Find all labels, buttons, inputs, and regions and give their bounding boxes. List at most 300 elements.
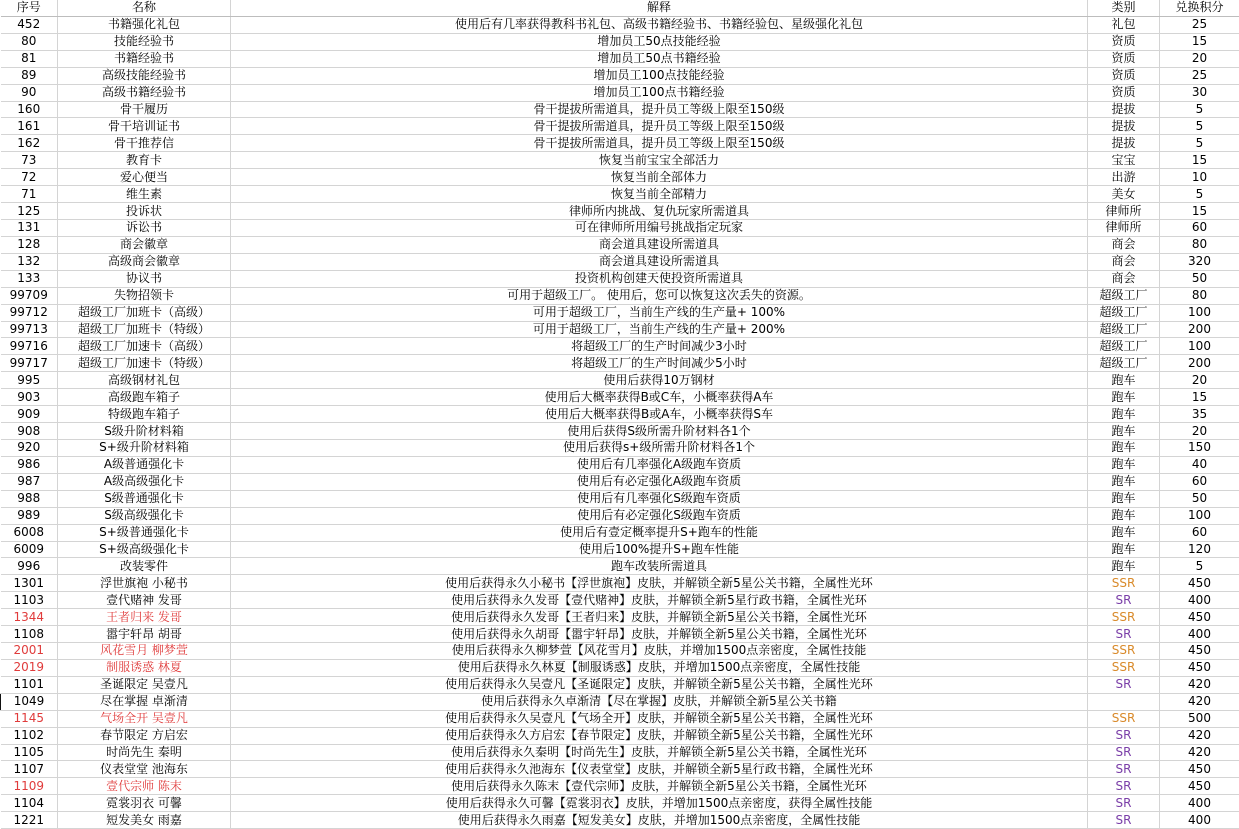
cell-category[interactable]: 超级工厂 — [1088, 338, 1160, 355]
cell-id[interactable]: 1102 — [1, 727, 58, 744]
table-row[interactable] — [1, 321, 1239, 338]
cell-points[interactable]: 420 — [1160, 744, 1239, 761]
table-row[interactable] — [1, 592, 1239, 609]
cell-category[interactable]: 跑车 — [1088, 372, 1160, 389]
cell-description[interactable]: 使用后获得永久林夏【制服诱惑】皮肤，并增加1500点亲密度，全属性技能 — [231, 659, 1088, 676]
cell-name[interactable]: 技能经验书 — [58, 33, 231, 50]
cell-id[interactable]: 920 — [1, 439, 58, 456]
cell-name[interactable]: S+级高级强化卡 — [58, 541, 231, 558]
header-points[interactable]: 兑换积分 — [1160, 0, 1239, 16]
cell-name[interactable]: 圣诞限定 吴壹凡 — [58, 676, 231, 693]
cell-points[interactable]: 450 — [1160, 778, 1239, 795]
table-row[interactable] — [1, 219, 1239, 236]
cell-description[interactable]: 骨干提拔所需道具，提升员工等级上限至150级 — [231, 118, 1088, 135]
table-row[interactable] — [1, 473, 1239, 490]
cell-description[interactable]: 律师所内挑战、复仇玩家所需道具 — [231, 203, 1088, 220]
cell-category[interactable]: 美女 — [1088, 186, 1160, 203]
cell-points[interactable]: 5 — [1160, 101, 1239, 118]
header-category[interactable]: 类别 — [1088, 0, 1160, 16]
cell-description[interactable]: 使用后获得10万钢材 — [231, 372, 1088, 389]
cell-description[interactable]: 使用后有几率强化S级跑车资质 — [231, 490, 1088, 507]
cell-name[interactable]: 高级技能经验书 — [58, 67, 231, 84]
cell-category[interactable]: 跑车 — [1088, 439, 1160, 456]
table-row[interactable] — [1, 236, 1239, 253]
cell-description[interactable]: 将超级工厂的生产时间减少5小时 — [231, 355, 1088, 372]
cell-description[interactable]: 使用后获得永久雨嘉【短发美女】皮肤，并增加1500点亲密度，全属性技能 — [231, 812, 1088, 829]
cell-description[interactable]: 使用后获得永久发哥【壹代赌神】皮肤，并解锁全新5星行政书籍，全属性光环 — [231, 592, 1088, 609]
cell-id[interactable]: 1105 — [1, 744, 58, 761]
cell-points[interactable]: 10 — [1160, 169, 1239, 186]
cell-points[interactable]: 20 — [1160, 50, 1239, 67]
table-row[interactable] — [1, 16, 1239, 33]
table-row[interactable] — [1, 575, 1239, 592]
cell-name[interactable]: S+级普通强化卡 — [58, 524, 231, 541]
cell-category[interactable]: 超级工厂 — [1088, 287, 1160, 304]
cell-name[interactable]: 高级书籍经验书 — [58, 84, 231, 101]
cell-points[interactable]: 25 — [1160, 67, 1239, 84]
cell-description[interactable]: 商会道具建设所需道具 — [231, 236, 1088, 253]
cell-points[interactable]: 450 — [1160, 643, 1239, 660]
cell-points[interactable]: 40 — [1160, 456, 1239, 473]
cell-category[interactable]: 商会 — [1088, 236, 1160, 253]
table-row[interactable] — [1, 676, 1239, 693]
cell-id[interactable]: 90 — [1, 84, 58, 101]
cell-name[interactable]: 嚣宇轩昂 胡哥 — [58, 626, 231, 643]
cell-name[interactable]: 商会徽章 — [58, 236, 231, 253]
cell-name[interactable]: S+级升阶材料箱 — [58, 439, 231, 456]
cell-category[interactable] — [1088, 710, 1160, 727]
cell-points[interactable]: 60 — [1160, 219, 1239, 236]
table-row[interactable] — [1, 355, 1239, 372]
cell-description[interactable]: 增加员工100点技能经验 — [231, 67, 1088, 84]
table-row[interactable] — [1, 270, 1239, 287]
cell-name[interactable]: 壹代赌神 发哥 — [58, 592, 231, 609]
table-row[interactable] — [1, 169, 1239, 186]
table-row[interactable] — [1, 118, 1239, 135]
cell-category[interactable]: 商会 — [1088, 253, 1160, 270]
cell-points[interactable]: 15 — [1160, 389, 1239, 406]
rarity-badge: SR — [1116, 627, 1132, 641]
cell-description[interactable]: 使用后获得永久卓渐清【尽在掌握】皮肤，并解锁全新5星公关书籍 — [231, 693, 1088, 710]
cell-category[interactable] — [1088, 659, 1160, 676]
cell-category[interactable]: 跑车 — [1088, 524, 1160, 541]
cell-description[interactable]: 投资机构创建天使投资所需道具 — [231, 270, 1088, 287]
cell-category[interactable] — [1088, 592, 1160, 609]
cell-name[interactable]: 书籍经验书 — [58, 50, 231, 67]
cell-id[interactable]: 908 — [1, 423, 58, 440]
cell-description[interactable]: 使用后获得永久吴壹凡【圣诞限定】皮肤，并解锁全新5星公关书籍，全属性光环 — [231, 676, 1088, 693]
cell-points[interactable]: 15 — [1160, 203, 1239, 220]
cell-points[interactable]: 450 — [1160, 609, 1239, 626]
cell-description[interactable]: 使用后获得永久方启宏【春节限定】皮肤，并解锁全新5星公关书籍，全属性光环 — [231, 727, 1088, 744]
cell-id[interactable]: 132 — [1, 253, 58, 270]
cell-description[interactable]: 恢复当前全部精力 — [231, 186, 1088, 203]
cell-category[interactable]: 提拔 — [1088, 118, 1160, 135]
cell-name[interactable]: 春节限定 方启宏 — [58, 727, 231, 744]
cell-id[interactable]: 99712 — [1, 304, 58, 321]
cell-id[interactable]: 73 — [1, 152, 58, 169]
cell-id[interactable]: 162 — [1, 135, 58, 152]
cell-points[interactable]: 60 — [1160, 524, 1239, 541]
cell-points[interactable]: 5 — [1160, 135, 1239, 152]
cell-name[interactable]: 时尚先生 秦明 — [58, 744, 231, 761]
cell-category[interactable]: 礼包 — [1088, 16, 1160, 33]
table-row[interactable] — [1, 626, 1239, 643]
cell-id[interactable]: 1049 — [1, 693, 58, 710]
rarity-badge: SSR — [1112, 711, 1136, 725]
cell-id[interactable]: 1301 — [1, 575, 58, 592]
header-description[interactable]: 解释 — [231, 0, 1088, 16]
cell-category[interactable]: 跑车 — [1088, 541, 1160, 558]
rarity-badge: SR — [1116, 745, 1132, 759]
table-row[interactable] — [1, 372, 1239, 389]
table-row[interactable] — [1, 50, 1239, 67]
cell-id[interactable]: 1109 — [1, 778, 58, 795]
cell-name[interactable]: 改装零件 — [58, 558, 231, 575]
table-row[interactable] — [1, 778, 1239, 795]
cell-points[interactable]: 80 — [1160, 287, 1239, 304]
cell-description[interactable]: 可用于超级工厂。 使用后，您可以恢复这次丢失的资源。 — [231, 287, 1088, 304]
cell-id[interactable]: 909 — [1, 406, 58, 423]
table-row[interactable] — [1, 490, 1239, 507]
cell-points[interactable]: 35 — [1160, 406, 1239, 423]
cell-description[interactable]: 可用于超级工厂，当前生产线的生产量+ 100% — [231, 304, 1088, 321]
table-row[interactable] — [1, 524, 1239, 541]
cell-points[interactable]: 150 — [1160, 439, 1239, 456]
cell-points[interactable]: 100 — [1160, 507, 1239, 524]
table-row[interactable] — [1, 186, 1239, 203]
cell-points[interactable]: 5 — [1160, 558, 1239, 575]
cell-name[interactable]: 高级跑车箱子 — [58, 389, 231, 406]
cell-name[interactable]: 协议书 — [58, 270, 231, 287]
cell-category[interactable]: 跑车 — [1088, 456, 1160, 473]
cell-description[interactable]: 使用后大概率获得B或C车，小概率获得A车 — [231, 389, 1088, 406]
cell-name[interactable]: 特级跑车箱子 — [58, 406, 231, 423]
cell-points[interactable]: 200 — [1160, 321, 1239, 338]
cell-description[interactable]: 使用后获得永久秦明【时尚先生】皮肤，并解锁全新5星公关书籍，全属性光环 — [231, 744, 1088, 761]
cell-category[interactable] — [1088, 744, 1160, 761]
cell-name[interactable]: 壹代宗师 陈末 — [58, 778, 231, 795]
cell-category[interactable]: 跑车 — [1088, 473, 1160, 490]
cell-category[interactable] — [1088, 626, 1160, 643]
cell-id[interactable]: 80 — [1, 33, 58, 50]
cell-name[interactable]: 浮世旗袍 小秘书 — [58, 575, 231, 592]
cell-id[interactable]: 903 — [1, 389, 58, 406]
table-row[interactable] — [1, 203, 1239, 220]
table-row[interactable] — [1, 727, 1239, 744]
cell-id[interactable]: 1145 — [1, 710, 58, 727]
cell-category[interactable] — [1088, 575, 1160, 592]
table-row[interactable] — [1, 67, 1239, 84]
table-row[interactable] — [1, 33, 1239, 50]
table-row[interactable] — [1, 456, 1239, 473]
table-row[interactable] — [1, 84, 1239, 101]
cell-category[interactable] — [1088, 609, 1160, 626]
table-row[interactable] — [1, 135, 1239, 152]
cell-category[interactable]: 资质 — [1088, 84, 1160, 101]
cell-name[interactable]: 风花雪月 柳梦萱 — [58, 643, 231, 660]
cell-id[interactable]: 988 — [1, 490, 58, 507]
cell-name[interactable]: 骨干培训证书 — [58, 118, 231, 135]
cell-name[interactable]: A级高级强化卡 — [58, 473, 231, 490]
cell-points[interactable]: 50 — [1160, 270, 1239, 287]
cell-category[interactable]: 跑车 — [1088, 507, 1160, 524]
table-row[interactable] — [1, 744, 1239, 761]
table-row[interactable] — [1, 558, 1239, 575]
cell-category[interactable]: 跑车 — [1088, 389, 1160, 406]
cell-id[interactable]: 72 — [1, 169, 58, 186]
cell-category[interactable]: 跑车 — [1088, 490, 1160, 507]
cell-points[interactable]: 400 — [1160, 795, 1239, 812]
cell-points[interactable]: 20 — [1160, 372, 1239, 389]
cell-name[interactable]: S级普通强化卡 — [58, 490, 231, 507]
table-row[interactable] — [1, 795, 1239, 812]
cell-points[interactable]: 50 — [1160, 490, 1239, 507]
cell-description[interactable]: 使用后有几率强化A级跑车资质 — [231, 456, 1088, 473]
cell-name[interactable]: A级普通强化卡 — [58, 456, 231, 473]
rarity-badge: SSR — [1112, 576, 1136, 590]
cell-category[interactable] — [1088, 693, 1160, 710]
cell-id[interactable]: 1103 — [1, 592, 58, 609]
header-name[interactable]: 名称 — [58, 0, 231, 16]
cell-category[interactable]: 跑车 — [1088, 406, 1160, 423]
cell-points[interactable]: 15 — [1160, 152, 1239, 169]
cell-description[interactable]: 商会道具建设所需道具 — [231, 253, 1088, 270]
cell-name[interactable]: 气场全开 吴壹凡 — [58, 710, 231, 727]
table-row[interactable] — [1, 338, 1239, 355]
cell-name[interactable]: 失物招领卡 — [58, 287, 231, 304]
cell-name[interactable]: 诉讼书 — [58, 219, 231, 236]
cell-points[interactable]: 5 — [1160, 186, 1239, 203]
cell-category[interactable] — [1088, 676, 1160, 693]
cell-name[interactable]: 尽在掌握 卓渐清 — [58, 693, 231, 710]
cell-id[interactable]: 2001 — [1, 643, 58, 660]
table-row[interactable] — [1, 643, 1239, 660]
cell-points[interactable]: 20 — [1160, 423, 1239, 440]
cell-name[interactable]: 维生素 — [58, 186, 231, 203]
cell-id[interactable]: 99709 — [1, 287, 58, 304]
cell-points[interactable]: 400 — [1160, 592, 1239, 609]
cell-category[interactable]: 商会 — [1088, 270, 1160, 287]
cell-description[interactable]: 使用后100%提升S+跑车性能 — [231, 541, 1088, 558]
table-row[interactable] — [1, 389, 1239, 406]
cell-description[interactable]: 使用后有必定强化A级跑车资质 — [231, 473, 1088, 490]
cell-category[interactable] — [1088, 643, 1160, 660]
cell-points[interactable]: 15 — [1160, 33, 1239, 50]
cell-id[interactable]: 1107 — [1, 761, 58, 778]
cell-description[interactable]: 将超级工厂的生产时间减少3小时 — [231, 338, 1088, 355]
cell-id[interactable]: 1108 — [1, 626, 58, 643]
cell-name[interactable]: 投诉状 — [58, 203, 231, 220]
table-row[interactable] — [1, 507, 1239, 524]
cell-description[interactable]: 使用后获得永久发哥【王者归来】皮肤，并解锁全新5星公关书籍，全属性光环 — [231, 609, 1088, 626]
table-row-selected[interactable] — [1, 693, 1239, 710]
cell-points[interactable]: 60 — [1160, 473, 1239, 490]
cell-points[interactable]: 500 — [1160, 710, 1239, 727]
cell-description[interactable]: 可在律师所用编号挑战指定玩家 — [231, 219, 1088, 236]
table-row[interactable] — [1, 253, 1239, 270]
rarity-badge: SR — [1116, 593, 1132, 607]
cell-id[interactable]: 1221 — [1, 812, 58, 829]
cell-description[interactable]: 增加员工50点书籍经验 — [231, 50, 1088, 67]
cell-id[interactable]: 995 — [1, 372, 58, 389]
table-row[interactable] — [1, 609, 1239, 626]
cell-name[interactable]: S级升阶材料箱 — [58, 423, 231, 440]
cell-category[interactable] — [1088, 795, 1160, 812]
cell-id[interactable]: 986 — [1, 456, 58, 473]
rarity-badge: SR — [1116, 796, 1132, 810]
cell-id[interactable]: 1344 — [1, 609, 58, 626]
cell-category[interactable]: 资质 — [1088, 33, 1160, 50]
cell-category[interactable]: 宝宝 — [1088, 152, 1160, 169]
cell-points[interactable]: 400 — [1160, 626, 1239, 643]
cell-category[interactable] — [1088, 778, 1160, 795]
cell-points[interactable]: 30 — [1160, 84, 1239, 101]
cell-category[interactable] — [1088, 727, 1160, 744]
cell-description[interactable]: 跑车改装所需道具 — [231, 558, 1088, 575]
cell-name[interactable]: 教育卡 — [58, 152, 231, 169]
cell-id[interactable]: 989 — [1, 507, 58, 524]
cell-id[interactable]: 6008 — [1, 524, 58, 541]
cell-name[interactable]: 短发美女 雨嘉 — [58, 812, 231, 829]
cell-id[interactable]: 99716 — [1, 338, 58, 355]
cell-id[interactable]: 6009 — [1, 541, 58, 558]
cell-description[interactable]: 使用后获得S级所需升阶材料各1个 — [231, 423, 1088, 440]
table-row[interactable] — [1, 406, 1239, 423]
cell-description[interactable]: 使用后获得永久胡哥【嚣宇轩昂】皮肤，并解锁全新5星公关书籍，全属性光环 — [231, 626, 1088, 643]
cell-points[interactable]: 100 — [1160, 304, 1239, 321]
header-id[interactable]: 序号 — [1, 0, 58, 16]
cell-points[interactable]: 100 — [1160, 338, 1239, 355]
table-row[interactable] — [1, 541, 1239, 558]
cell-name[interactable]: S级高级强化卡 — [58, 507, 231, 524]
cell-id[interactable]: 161 — [1, 118, 58, 135]
cell-id[interactable]: 125 — [1, 203, 58, 220]
cell-category[interactable] — [1088, 761, 1160, 778]
cell-id[interactable]: 99713 — [1, 321, 58, 338]
cell-points[interactable]: 420 — [1160, 676, 1239, 693]
cell-category[interactable]: 超级工厂 — [1088, 355, 1160, 372]
cell-category[interactable]: 出游 — [1088, 169, 1160, 186]
cell-description[interactable]: 使用后获得永久柳梦萱【风花雪月】皮肤，并增加1500点亲密度，全属性技能 — [231, 643, 1088, 660]
cell-description[interactable]: 可用于超级工厂，当前生产线的生产量+ 200% — [231, 321, 1088, 338]
table-row[interactable] — [1, 812, 1239, 829]
cell-category[interactable]: 超级工厂 — [1088, 321, 1160, 338]
cell-points[interactable]: 120 — [1160, 541, 1239, 558]
cell-description[interactable]: 使用后获得永久小秘书【浮世旗袍】皮肤，并解锁全新5星公关书籍，全属性光环 — [231, 575, 1088, 592]
cell-points[interactable]: 320 — [1160, 253, 1239, 270]
table-row[interactable] — [1, 439, 1239, 456]
cell-description[interactable]: 使用后获得s+级所需升阶材料各1个 — [231, 439, 1088, 456]
cell-points[interactable]: 450 — [1160, 659, 1239, 676]
cell-description[interactable]: 使用后获得永久陈末【壹代宗师】皮肤，并解锁全新5星公关书籍，全属性光环 — [231, 778, 1088, 795]
cell-id[interactable]: 160 — [1, 101, 58, 118]
cell-description[interactable]: 增加员工100点书籍经验 — [231, 84, 1088, 101]
cell-id[interactable]: 987 — [1, 473, 58, 490]
cell-category[interactable]: 资质 — [1088, 50, 1160, 67]
cell-id[interactable]: 2019 — [1, 659, 58, 676]
cell-description[interactable]: 骨干提拔所需道具，提升员工等级上限至150级 — [231, 135, 1088, 152]
cell-name[interactable]: 骨干履历 — [58, 101, 231, 118]
cell-description[interactable]: 使用后获得永久可馨【霓裳羽衣】皮肤，并增加1500点亲密度，获得全属性技能 — [231, 795, 1088, 812]
cell-name[interactable]: 超级工厂加班卡（高级） — [58, 304, 231, 321]
cell-points[interactable]: 450 — [1160, 575, 1239, 592]
rarity-badge: SSR — [1112, 610, 1136, 624]
table-row[interactable] — [1, 710, 1239, 727]
cell-description[interactable]: 使用后获得永久吴壹凡【气场全开】皮肤，并解锁全新5星公关书籍，全属性光环 — [231, 710, 1088, 727]
cell-category[interactable]: 律师所 — [1088, 203, 1160, 220]
cell-name[interactable]: 霓裳羽衣 可馨 — [58, 795, 231, 812]
cell-description[interactable]: 使用后获得永久池海东【仪表堂堂】皮肤，并解锁全新5星行政书籍，全属性光环 — [231, 761, 1088, 778]
cell-description[interactable]: 使用后有必定强化S级跑车资质 — [231, 507, 1088, 524]
cell-category[interactable]: 跑车 — [1088, 558, 1160, 575]
cell-name[interactable]: 高级钢材礼包 — [58, 372, 231, 389]
cell-id[interactable]: 1101 — [1, 676, 58, 693]
cell-name[interactable]: 制服诱惑 林夏 — [58, 659, 231, 676]
cell-name[interactable]: 超级工厂加速卡（高级） — [58, 338, 231, 355]
cell-id[interactable]: 89 — [1, 67, 58, 84]
cell-description[interactable]: 恢复当前全部体力 — [231, 169, 1088, 186]
cell-name[interactable]: 骨干推荐信 — [58, 135, 231, 152]
cell-name[interactable]: 超级工厂加班卡（特级） — [58, 321, 231, 338]
cell-id[interactable]: 81 — [1, 50, 58, 67]
cell-points[interactable]: 5 — [1160, 118, 1239, 135]
cell-points[interactable]: 25 — [1160, 16, 1239, 33]
cell-points[interactable]: 200 — [1160, 355, 1239, 372]
cell-points[interactable]: 450 — [1160, 761, 1239, 778]
cell-category[interactable]: 提拔 — [1088, 135, 1160, 152]
cell-category[interactable]: 律师所 — [1088, 219, 1160, 236]
table-row[interactable] — [1, 304, 1239, 321]
cell-id[interactable]: 128 — [1, 236, 58, 253]
cell-id[interactable]: 71 — [1, 186, 58, 203]
cell-points[interactable]: 400 — [1160, 812, 1239, 829]
table-row[interactable] — [1, 659, 1239, 676]
cell-id[interactable]: 99717 — [1, 355, 58, 372]
cell-name[interactable]: 王者归来 发哥 — [58, 609, 231, 626]
cell-id[interactable]: 452 — [1, 16, 58, 33]
cell-id[interactable]: 996 — [1, 558, 58, 575]
cell-description[interactable]: 使用后有壹定概率提升S+跑车的性能 — [231, 524, 1088, 541]
cell-category[interactable]: 超级工厂 — [1088, 304, 1160, 321]
cell-id[interactable]: 133 — [1, 270, 58, 287]
cell-name[interactable]: 高级商会徽章 — [58, 253, 231, 270]
cell-id[interactable]: 1104 — [1, 795, 58, 812]
cell-name[interactable]: 仪表堂堂 池海东 — [58, 761, 231, 778]
cell-name[interactable]: 爱心便当 — [58, 169, 231, 186]
cell-name[interactable]: 书籍强化礼包 — [58, 16, 231, 33]
cell-name[interactable]: 超级工厂加速卡（特级） — [58, 355, 231, 372]
cell-category[interactable]: 跑车 — [1088, 423, 1160, 440]
table-row[interactable] — [1, 152, 1239, 169]
cell-category[interactable]: 提拔 — [1088, 101, 1160, 118]
cell-category[interactable]: 资质 — [1088, 67, 1160, 84]
cell-points[interactable]: 80 — [1160, 236, 1239, 253]
cell-points[interactable]: 420 — [1160, 727, 1239, 744]
table-row[interactable] — [1, 761, 1239, 778]
cell-points[interactable]: 420 — [1160, 693, 1239, 710]
cell-category[interactable] — [1088, 812, 1160, 829]
table-row[interactable] — [1, 101, 1239, 118]
cell-description[interactable]: 使用后有几率获得教科书礼包、高级书籍经验书、书籍经验包、星级强化礼包 — [231, 16, 1088, 33]
table-row[interactable] — [1, 423, 1239, 440]
table-row[interactable] — [1, 287, 1239, 304]
cell-description[interactable]: 恢复当前宝宝全部活力 — [231, 152, 1088, 169]
cell-description[interactable]: 使用后大概率获得B或A车，小概率获得S车 — [231, 406, 1088, 423]
cell-description[interactable]: 增加员工50点技能经验 — [231, 33, 1088, 50]
cell-description[interactable]: 骨干提拔所需道具，提升员工等级上限至150级 — [231, 101, 1088, 118]
cell-id[interactable]: 131 — [1, 219, 58, 236]
